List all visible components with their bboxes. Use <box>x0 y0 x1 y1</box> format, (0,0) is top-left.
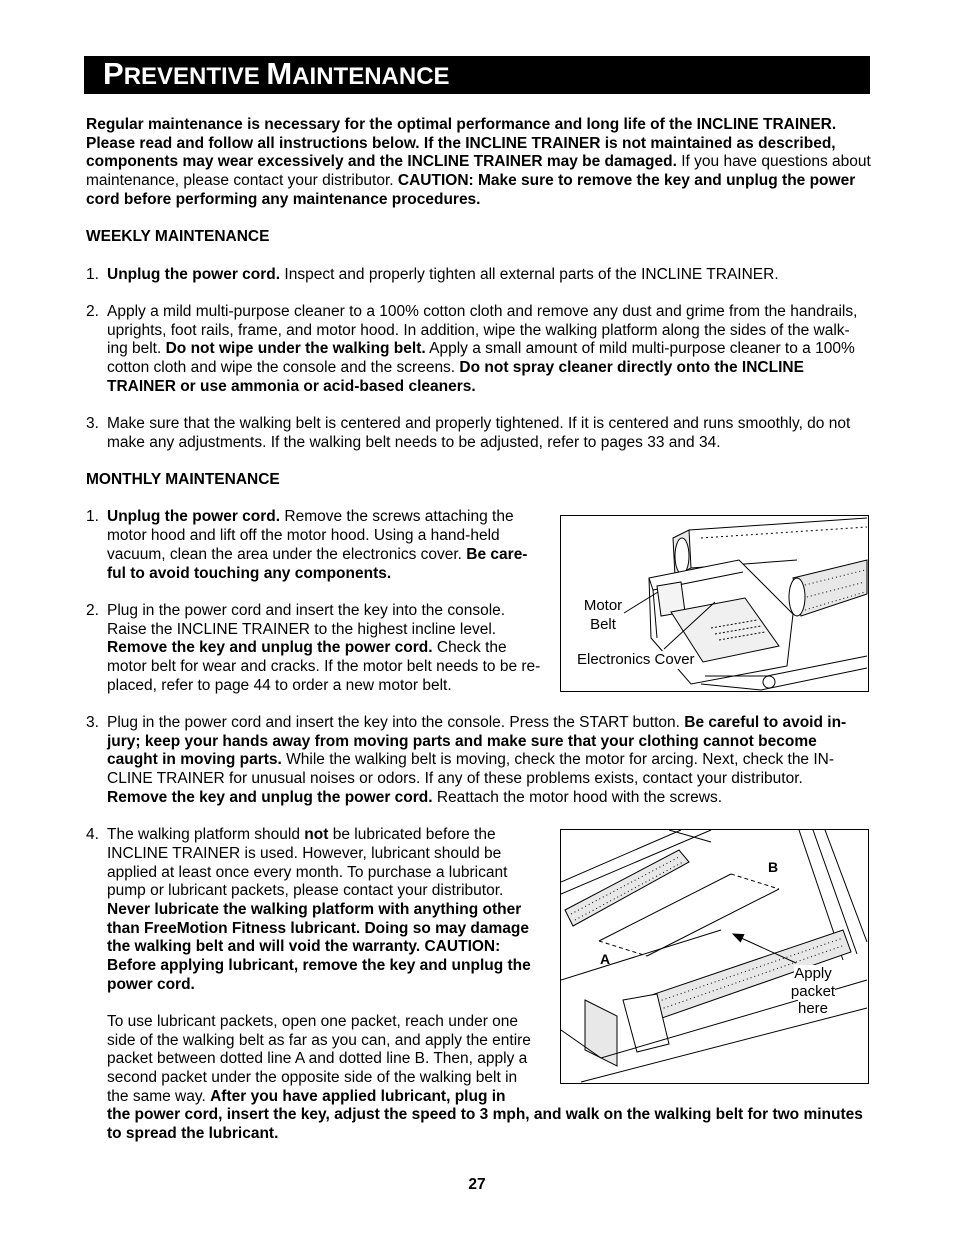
text-line <box>107 714 876 733</box>
bold-text: Do not spray cleaner directly onto the INCLINE <box>459 358 804 376</box>
item-number: 1. <box>86 265 99 283</box>
dotted-line-a-label: A <box>600 951 611 967</box>
body-text: maintenance, please contact your distributor. <box>86 172 398 190</box>
section-heading: WEEKLY MAINTENANCE <box>86 228 270 246</box>
item-number: 2. <box>86 601 99 619</box>
walking-belt <box>689 518 867 568</box>
body-text: While the walking belt is moving, check the motor for arcing. Next, check the IN- <box>281 751 835 769</box>
item-text <box>107 266 876 285</box>
body-text: INCLINE TRAINER is used. However, lubricant should be <box>107 844 502 862</box>
text-line <box>107 340 876 359</box>
motor-label: Motor <box>583 597 623 614</box>
apply-label-line <box>783 965 843 983</box>
body-text: packet between dotted line A and dotted line B. Then, apply a <box>107 1050 528 1068</box>
item-number: 4. <box>86 826 99 844</box>
body-text: motor belt for wear and cracks. If the motor belt needs to be re- <box>107 657 541 675</box>
dotted-line-b-label: B <box>768 859 779 875</box>
bold-text: Remove the key and unplug the power cord. <box>107 639 433 657</box>
motor-label-line <box>573 597 633 615</box>
belt-label-line <box>573 616 633 634</box>
body-text: vacuum, clean the area under the electronics cover. <box>107 545 467 563</box>
monthly-heading <box>86 471 876 490</box>
bold-text: Unplug the power cord. <box>107 508 281 526</box>
item-text <box>107 415 876 452</box>
text-line <box>86 116 876 135</box>
body-text: cotton cloth and wipe the console and the screens. <box>107 358 460 376</box>
body-text: Plug in the power cord and insert the key into the console. Press the START button. <box>107 714 685 731</box>
bold-text: caught in moving parts. <box>107 751 282 769</box>
lubricant-figure <box>560 829 869 1084</box>
text-line <box>107 751 876 770</box>
body-text: CLINE TRAINER for unusual noises or odors. If any of these problems exists, contact your distributor. <box>107 770 803 788</box>
packet-label: packet <box>790 982 836 1000</box>
item-text <box>107 714 876 807</box>
text-line <box>107 1106 876 1125</box>
packet-label-line <box>783 983 843 1001</box>
text-line <box>107 359 876 378</box>
bold-text: to spread the lubricant. <box>107 1125 279 1143</box>
text-line <box>107 789 876 808</box>
section-heading: MONTHLY MAINTENANCE <box>86 471 280 489</box>
body-text: To use lubricant packets, open one packet, reach under one <box>107 1013 519 1030</box>
bold-text: After you have applied lubricant, plug in <box>210 1087 506 1105</box>
body-text: pump or lubricant packets, please contact your distributor. <box>107 882 504 900</box>
body-text: Make sure that the walking belt is centered and properly tightened. If it is centered and runs smoothly, do not <box>107 415 851 432</box>
text-line <box>107 770 876 789</box>
body-text: make any adjustments. If the walking belt needs to be adjusted, refer to pages 33 and 34. <box>107 433 721 451</box>
title-bar <box>84 56 870 94</box>
text-line <box>86 153 876 172</box>
bold-text: jury; keep your hands away from moving parts and make sure that your clothing cannot become <box>107 732 817 750</box>
rear-roller-end <box>675 538 689 574</box>
upright-left <box>669 830 711 842</box>
body-text: side of the walking belt as far as you can, and apply the entire <box>107 1031 531 1049</box>
walking-platform-edge <box>561 930 721 980</box>
motor-belt-label <box>573 597 633 634</box>
side-pad <box>585 1000 617 1066</box>
bold-text: cord before performing any maintenance procedures. <box>86 190 481 208</box>
bold-text: Regular maintenance is necessary for the optimal performance and long life of the INCLINE TRAINER. <box>86 116 837 133</box>
item-number: 3. <box>86 415 99 432</box>
body-text: Apply a mild multi-purpose cleaner to a 100% cotton cloth and remove any dust and grime from the handrails, <box>107 302 858 320</box>
list-item <box>86 714 876 807</box>
page-title: PREVENTIVE MAINTENANCE <box>103 56 450 91</box>
body-text: uprights, foot rails, frame, and motor hood. In addition, wipe the walking platform along the sides of the walk- <box>107 321 850 339</box>
wheel <box>763 676 775 688</box>
apply-packet-label <box>783 965 843 1018</box>
text-line <box>107 266 876 285</box>
bold-text: Be care- <box>466 545 528 563</box>
bold-text: power cord. <box>107 975 195 993</box>
title-initial: P <box>103 56 124 91</box>
list-item <box>86 303 876 396</box>
bold-text: Before applying lubricant, remove the key and unplug the <box>107 956 531 974</box>
text-line <box>107 434 876 453</box>
weekly-list <box>86 266 876 453</box>
dotted-line-b <box>731 874 779 889</box>
bold-text: TRAINER or use ammonia or acid-based cleaners. <box>107 377 476 395</box>
body-text: Remove the screws attaching the <box>280 508 514 526</box>
bold-text: components may wear excessively and the INCLINE TRAINER may be damaged. <box>86 153 677 171</box>
text-line <box>86 172 876 191</box>
electronics-cover-label: Electronics Cover <box>577 651 695 668</box>
item-number: 1. <box>86 508 99 526</box>
text-line <box>107 378 876 397</box>
text-line <box>107 1088 876 1107</box>
body-text: applied at least once every month. To purchase a lubricant <box>107 863 508 881</box>
body-text: be lubricated before the <box>328 826 496 844</box>
motor-figure <box>560 515 869 692</box>
apply-label: Apply <box>794 965 832 982</box>
text-line <box>107 415 876 434</box>
body-text: Inspect and properly tighten all external parts of the INCLINE TRAINER. <box>280 265 779 283</box>
body-text: Reattach the motor hood with the screws. <box>432 788 723 806</box>
bold-text: than FreeMotion Fitness lubricant. Doing so may damage <box>107 919 530 937</box>
body-text: Check the <box>432 639 507 657</box>
bold-text: Unplug the power cord. <box>107 265 281 283</box>
bold-text: Be careful to avoid in- <box>684 714 847 731</box>
body-text: placed, refer to page 44 to order a new motor belt. <box>107 676 452 694</box>
text-line <box>86 191 876 210</box>
body-text: Apply a small amount of mild multi-purpose cleaner to a 100% <box>425 340 855 358</box>
body-text: motor hood and lift off the motor hood. Using a hand-held <box>107 527 500 545</box>
text-line <box>107 733 876 752</box>
weekly-heading <box>86 228 876 247</box>
here-label: here <box>797 1000 829 1017</box>
list-item <box>86 415 876 452</box>
item-number: 3. <box>86 714 99 731</box>
front-roller-end <box>789 578 805 616</box>
apply-arrow-head <box>733 934 744 942</box>
item-number: 2. <box>86 302 99 320</box>
text-line <box>107 1125 876 1144</box>
bold-text: not <box>304 826 329 844</box>
title-initial: M <box>266 56 293 91</box>
text-line <box>107 322 876 341</box>
body-text: If you have questions about <box>676 153 871 171</box>
body-text: ing belt. <box>107 340 166 358</box>
text-line <box>86 135 876 154</box>
body-text: The walking platform should <box>107 826 305 844</box>
bold-text: Remove the key and unplug the power cord. <box>107 788 433 806</box>
page-number: 27 <box>468 1176 486 1193</box>
bold-text: the walking belt and will void the warranty. CAUTION: <box>107 938 501 956</box>
intro-paragraph <box>86 116 876 209</box>
text-line <box>107 303 876 322</box>
here-label-line <box>783 1000 843 1018</box>
body-text: the same way. <box>107 1087 211 1105</box>
bold-text: CAUTION: Make sure to remove the key and unplug the power <box>397 172 856 190</box>
bold-text: Never lubricate the walking platform with anything other <box>107 900 522 918</box>
walking-belt-edge <box>701 527 867 538</box>
body-text: Plug in the power cord and insert the key into the console. <box>107 601 506 619</box>
list-item <box>86 266 876 285</box>
bold-text: Please read and follow all instructions below. If the INCLINE TRAINER is not maintained as described, <box>86 134 836 152</box>
belt-label: Belt <box>590 616 616 633</box>
body-text: Raise the INCLINE TRAINER to the highest incline level. <box>107 620 497 638</box>
bold-text: the power cord, insert the key, adjust the speed to 3 mph, and walk on the walking belt for two minutes <box>107 1106 863 1124</box>
bold-text: Do not wipe under the walking belt. <box>165 340 426 358</box>
bold-text: ful to avoid touching any components. <box>107 564 392 582</box>
item-text <box>107 303 876 396</box>
body-text: second packet under the opposite side of the walking belt in <box>107 1069 518 1087</box>
